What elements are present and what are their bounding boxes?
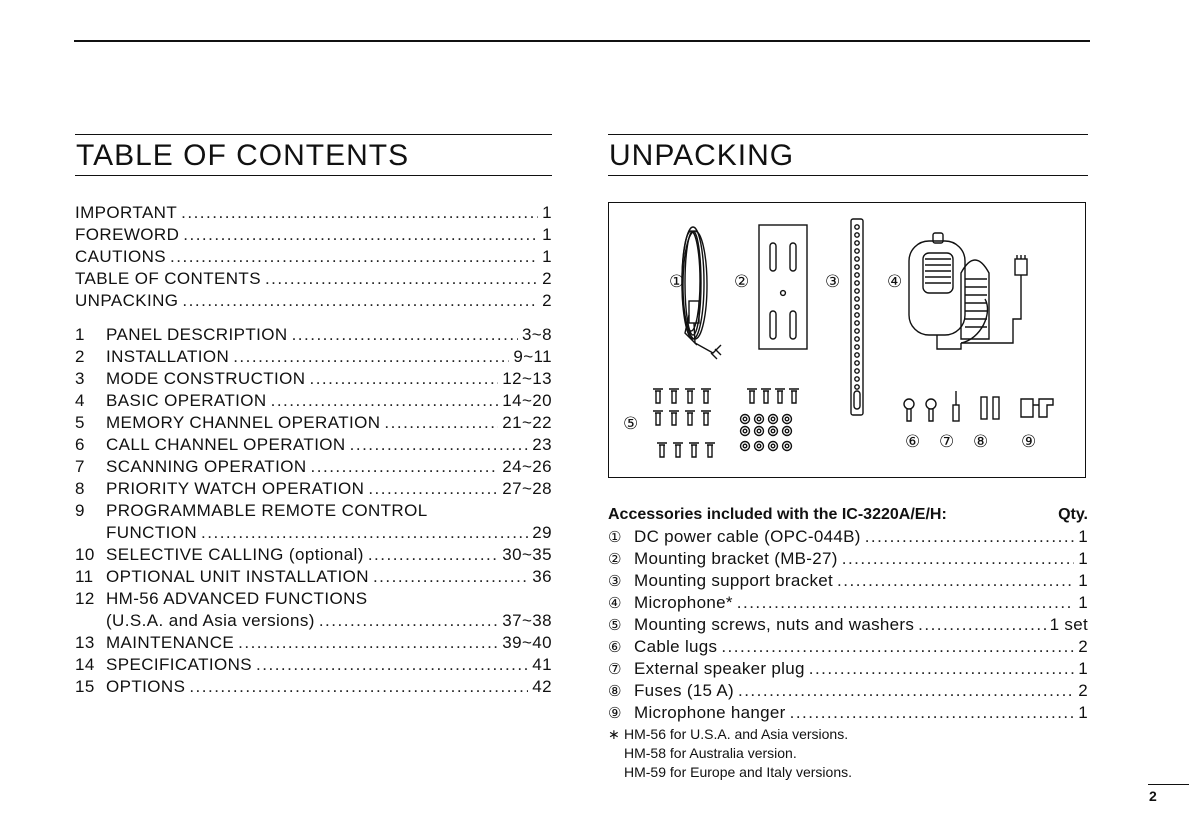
toc-label: SCANNING OPERATION <box>106 457 307 476</box>
toc-page: 27~28 <box>502 479 552 498</box>
toc-page: 37~38 <box>502 611 552 630</box>
mounting-bracket-drawing <box>759 225 807 349</box>
item-qty: 1 <box>1078 593 1088 612</box>
toc-label: PROGRAMMABLE REMOTE CONTROL <box>106 501 428 520</box>
toc-entry-cautions[interactable] <box>75 246 552 268</box>
item-marker: ③ <box>608 573 622 590</box>
toc-label: FUNCTION <box>106 523 198 542</box>
toc-page: 23 <box>532 435 552 454</box>
toc-chapter-number: 7 <box>75 457 85 476</box>
toc-label: MODE CONSTRUCTION <box>106 369 306 388</box>
item-qty: 2 <box>1078 637 1088 656</box>
toc-chapter-11[interactable] <box>75 566 552 588</box>
accessory-item <box>608 526 1088 548</box>
toc-chapter-14[interactable] <box>75 654 552 676</box>
item-qty: 1 <box>1078 527 1088 546</box>
note-line: HM-59 for Europe and Italy versions. <box>624 764 852 780</box>
toc-chapter-12-cont[interactable] <box>75 610 552 632</box>
toc-chapter-8[interactable] <box>75 478 552 500</box>
toc-entry-important[interactable] <box>75 202 552 224</box>
item-marker: ⑧ <box>608 683 622 700</box>
screws-drawing <box>653 389 799 457</box>
toc-label: IMPORTANT <box>75 203 178 222</box>
figure-label-9: ⑨ <box>1021 432 1037 452</box>
toc-chapter-number: 14 <box>75 655 95 674</box>
fuses-drawing <box>981 397 999 419</box>
item-label: Fuses (15 A) <box>634 681 734 700</box>
toc-chapter-3[interactable] <box>75 368 552 390</box>
item-qty: 2 <box>1078 681 1088 700</box>
note-line: HM-58 for Australia version. <box>624 745 797 761</box>
toc-chapter-12[interactable] <box>75 588 552 610</box>
toc-chapter-9-cont[interactable] <box>75 522 552 544</box>
toc-column <box>75 134 552 698</box>
toc-entry-unpacking[interactable] <box>75 290 552 312</box>
accessory-item <box>608 636 1088 658</box>
accessory-item <box>608 658 1088 680</box>
toc-chapter-number: 12 <box>75 589 95 608</box>
item-label: Mounting bracket (MB-27) <box>634 549 838 568</box>
figure-label-6: ⑥ <box>905 432 921 452</box>
toc-label: PANEL DESCRIPTION <box>106 325 288 344</box>
dc-cable-drawing <box>682 227 721 359</box>
toc-chapter-15[interactable] <box>75 676 552 698</box>
toc-chapter-2[interactable] <box>75 346 552 368</box>
cable-lugs-drawing <box>904 399 936 421</box>
accessory-item <box>608 548 1088 570</box>
toc-chapter-number: 10 <box>75 545 95 564</box>
toc-page: 21~22 <box>502 413 552 432</box>
toc-chapter-1[interactable] <box>75 324 552 346</box>
toc-chapter-6[interactable] <box>75 434 552 456</box>
toc-label: MAINTENANCE <box>106 633 235 652</box>
item-marker: ④ <box>608 595 622 612</box>
accessories-drawing <box>609 203 1085 477</box>
toc-label: CALL CHANNEL OPERATION <box>106 435 346 454</box>
figure-label-2: ② <box>734 272 750 292</box>
toc-chapter-number: 3 <box>75 369 85 388</box>
toc-chapter-5[interactable] <box>75 412 552 434</box>
toc-page: 42 <box>532 677 552 696</box>
toc-label: TABLE OF CONTENTS <box>75 269 261 288</box>
accessories-heading-row <box>608 504 1088 526</box>
toc-title: TABLE OF CONTENTS <box>75 134 552 176</box>
toc-chapter-4[interactable] <box>75 390 552 412</box>
toc-chapter-number: 2 <box>75 347 85 366</box>
figure-label-8: ⑧ <box>973 432 989 452</box>
qty-heading: Qty. <box>1058 506 1088 523</box>
toc-page: 1 <box>542 203 552 222</box>
microphone-hanger-drawing <box>1021 399 1053 417</box>
toc-page: 39~40 <box>502 633 552 652</box>
toc-page: 3~8 <box>521 325 552 344</box>
toc-label: (U.S.A. and Asia versions) <box>106 611 315 630</box>
toc-entry-foreword[interactable] <box>75 224 552 246</box>
toc-page: 30~35 <box>502 545 552 564</box>
figure-label-5: ⑤ <box>623 414 639 434</box>
toc-chapter-number: 13 <box>75 633 95 652</box>
toc-label: BASIC OPERATION <box>106 391 267 410</box>
toc-page: 24~26 <box>502 457 552 476</box>
accessory-item <box>608 592 1088 614</box>
toc-entry-table-of-contents[interactable] <box>75 268 552 290</box>
accessories-illustration <box>608 202 1086 478</box>
toc-chapter-number: 8 <box>75 479 85 498</box>
toc-page: 12~13 <box>502 369 552 388</box>
item-label: Cable lugs <box>634 637 718 656</box>
item-marker: ② <box>608 551 622 568</box>
item-label: Microphone* <box>634 593 733 612</box>
toc-chapter-number: 4 <box>75 391 85 410</box>
toc-chapter-number: 11 <box>75 567 94 586</box>
toc-chapter-10[interactable] <box>75 544 552 566</box>
item-marker: ⑤ <box>608 617 622 634</box>
item-label: Microphone hanger <box>634 703 786 722</box>
item-qty: 1 <box>1078 571 1088 590</box>
toc-page: 1 <box>542 247 552 266</box>
item-marker: ⑨ <box>608 705 622 722</box>
item-marker: ① <box>608 529 622 546</box>
figure-label-7: ⑦ <box>939 432 955 452</box>
note-line: HM-56 for U.S.A. and Asia versions. <box>624 726 849 742</box>
toc-label: HM-56 ADVANCED FUNCTIONS <box>106 589 368 608</box>
item-label: Mounting screws, nuts and washers <box>634 615 915 634</box>
toc-label: UNPACKING <box>75 291 179 310</box>
toc-label: SPECIFICATIONS <box>106 655 253 674</box>
accessory-item <box>608 570 1088 592</box>
support-bracket-drawing <box>851 219 863 415</box>
toc-label: OPTIONS <box>106 677 186 696</box>
top-rule <box>74 40 1090 42</box>
item-label: DC power cable (OPC-044B) <box>634 527 861 546</box>
toc-page: 14~20 <box>502 391 552 410</box>
accessory-item <box>608 680 1088 702</box>
toc-label: SELECTIVE CALLING (optional) <box>106 545 364 564</box>
toc-chapter-number: 15 <box>75 677 95 696</box>
toc-chapter-9[interactable] <box>75 500 552 522</box>
toc-page: 36 <box>532 567 552 586</box>
item-label: External speaker plug <box>634 659 805 678</box>
toc-chapter-number: 5 <box>75 413 85 432</box>
toc-label: CAUTIONS <box>75 247 167 266</box>
toc-list <box>75 202 552 698</box>
toc-label: MEMORY CHANNEL OPERATION <box>106 413 381 432</box>
toc-chapter-number: 6 <box>75 435 85 454</box>
toc-chapter-number: 9 <box>75 501 85 520</box>
item-qty: 1 <box>1078 703 1088 722</box>
microphone-footnote <box>608 725 1088 782</box>
item-label: Mounting support bracket <box>634 571 834 590</box>
toc-label: OPTIONAL UNIT INSTALLATION <box>106 567 369 586</box>
toc-page: 2 <box>542 291 552 310</box>
microphone-drawing <box>909 233 1027 349</box>
unpacking-title: UNPACKING <box>608 134 1088 176</box>
page-number: 2 <box>1148 784 1189 804</box>
toc-page: 41 <box>532 655 552 674</box>
asterisk: ∗ <box>608 726 620 742</box>
toc-chapter-13[interactable] <box>75 632 552 654</box>
item-marker: ⑦ <box>608 661 622 678</box>
toc-chapter-7[interactable] <box>75 456 552 478</box>
toc-page: 9~11 <box>513 347 552 366</box>
speaker-plug-drawing <box>953 391 959 421</box>
toc-page: 29 <box>532 523 552 542</box>
toc-label: FOREWORD <box>75 225 180 244</box>
toc-page: 1 <box>542 225 552 244</box>
item-qty: 1 <box>1078 659 1088 678</box>
accessories-list <box>608 526 1088 724</box>
accessories-heading: Accessories included with the IC-3220A/E/H: <box>608 506 947 523</box>
toc-page: 2 <box>542 269 552 288</box>
accessory-item <box>608 702 1088 724</box>
figure-label-4: ④ <box>887 272 903 292</box>
item-qty: 1 set <box>1049 615 1088 634</box>
toc-chapter-number: 1 <box>75 325 85 344</box>
unpacking-column <box>608 134 1088 782</box>
item-qty: 1 <box>1078 549 1088 568</box>
figure-label-3: ③ <box>825 272 841 292</box>
toc-label: PRIORITY WATCH OPERATION <box>106 479 365 498</box>
item-marker: ⑥ <box>608 639 622 656</box>
figure-label-1: ① <box>669 272 685 292</box>
toc-label: INSTALLATION <box>106 347 230 366</box>
accessory-item <box>608 614 1088 636</box>
